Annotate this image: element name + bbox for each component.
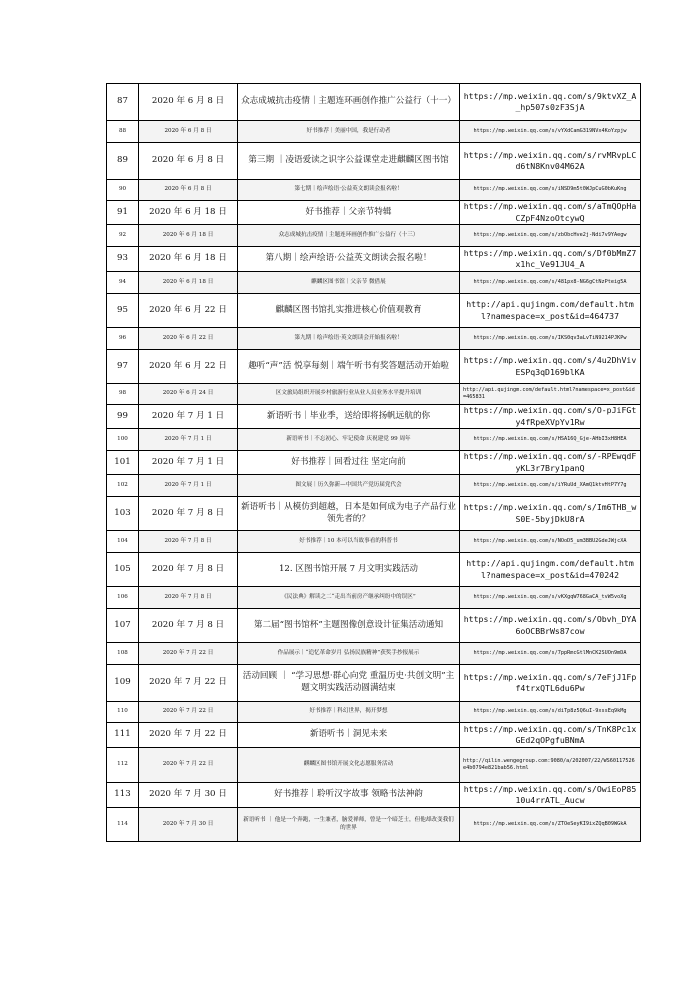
- table-row: [107, 609, 641, 643]
- table-row: [107, 748, 641, 783]
- table-body: [107, 84, 641, 842]
- row-title: 新语听书 ｜ 他是一个奔跑，一生兼者，脑爱禅师，曾是一个暗芝士，但他却改变我们的世界: [238, 808, 460, 842]
- table-row: [107, 350, 641, 384]
- row-title: 众志成城抗击疫情｜主题连环画创作推广公益行（十一）: [238, 84, 460, 121]
- row-url[interactable]: https://mp.weixin.qq.com/s/iNSD9m5t0WJpCuG0bKuKng: [460, 180, 641, 201]
- row-number: 88: [107, 121, 139, 143]
- row-url[interactable]: https://mp.weixin.qq.com/s/4u2DhVivESPq3qD169blKA: [460, 350, 641, 384]
- row-url[interactable]: https://mp.weixin.qq.com/s/OwiEoP8510u4rrATL_Aucw: [460, 783, 641, 808]
- row-date: 2020 年 7 月 22 日: [139, 748, 238, 783]
- row-date: 2020 年 6 月 22 日: [139, 350, 238, 384]
- row-date: 2020 年 7 月 8 日: [139, 609, 238, 643]
- table-row: [107, 180, 641, 201]
- table-row: [107, 294, 641, 328]
- row-url[interactable]: http://api.qujingm.com/default.html?namespace=x_post&id=465831: [460, 384, 641, 405]
- row-title: 好书推荐｜科幻世界，揭开梦想: [238, 702, 460, 723]
- row-url[interactable]: https://mp.weixin.qq.com/s/Im6THB_wS0E-5byjDkU8rA: [460, 497, 641, 531]
- table-row: [107, 587, 641, 609]
- table-row: [107, 121, 641, 143]
- row-title: 区文旅局组织开展乡村旅游行业从业人员业务水平提升培训: [238, 384, 460, 405]
- row-date: 2020 年 6 月 8 日: [139, 121, 238, 143]
- row-number: 91: [107, 201, 139, 225]
- row-url[interactable]: https://mp.weixin.qq.com/s/zbObcHve2j-Ndi7v9YAegw: [460, 225, 641, 247]
- row-title: 麒麟区图书馆扎实推进核心价值观教育: [238, 294, 460, 328]
- row-number: 112: [107, 748, 139, 783]
- table-row: [107, 702, 641, 723]
- table-row: [107, 143, 641, 180]
- table-row: [107, 384, 641, 405]
- table-row: [107, 328, 641, 350]
- row-title: 活动回顾 ｜ “学习思想·群心向党 重温历史·共创文明”主题文明实践活动圆满结束: [238, 665, 460, 702]
- row-url[interactable]: https://mp.weixin.qq.com/s/vKXgqW768GaCA_tvW5voXg: [460, 587, 641, 609]
- table-row: [107, 643, 641, 665]
- row-date: 2020 年 7 月 1 日: [139, 451, 238, 475]
- row-date: 2020 年 6 月 18 日: [139, 272, 238, 294]
- row-number: 104: [107, 531, 139, 553]
- row-number: 94: [107, 272, 139, 294]
- row-url[interactable]: https://mp.weixin.qq.com/s/rvMRvpLCd6tN8Knv04M62A: [460, 143, 641, 180]
- row-title: 12. 区图书馆开展 7 月文明实践活动: [238, 553, 460, 587]
- row-title: 好书推荐｜美丽中国，我是行动者: [238, 121, 460, 143]
- row-url[interactable]: http://api.qujingm.com/default.html?namespace=x_post&id=464737: [460, 294, 641, 328]
- row-url[interactable]: https://mp.weixin.qq.com/s/diTp8z5Q6uI-9xssEq9kMg: [460, 702, 641, 723]
- row-date: 2020 年 7 月 8 日: [139, 587, 238, 609]
- row-title: 第八期｜绘声绘语·公益英文朗读会报名啦！: [238, 247, 460, 272]
- row-number: 102: [107, 475, 139, 497]
- row-date: 2020 年 6 月 18 日: [139, 201, 238, 225]
- row-title: 《民法典》解读之二“走出当前房产继承纠纷中的误区”: [238, 587, 460, 609]
- row-url[interactable]: https://mp.weixin.qq.com/s/Df0bMmZ7x1hc_Ve91JU4_A: [460, 247, 641, 272]
- table-row: [107, 531, 641, 553]
- row-date: 2020 年 7 月 22 日: [139, 702, 238, 723]
- row-number: 90: [107, 180, 139, 201]
- row-date: 2020 年 7 月 22 日: [139, 643, 238, 665]
- row-title: 第二届“图书馆杯”主题图像创意设计征集活动通知: [238, 609, 460, 643]
- row-number: 95: [107, 294, 139, 328]
- row-number: 89: [107, 143, 139, 180]
- row-title: 第九期｜绘声绘语·英文朗读会开始报名啦！: [238, 328, 460, 350]
- row-date: 2020 年 7 月 1 日: [139, 475, 238, 497]
- row-number: 98: [107, 384, 139, 405]
- row-title: 新语听书｜毕业季，送给即将扬帆远航的你: [238, 405, 460, 429]
- table-row: [107, 405, 641, 429]
- table-row: [107, 429, 641, 451]
- row-number: 87: [107, 84, 139, 121]
- row-date: 2020 年 7 月 8 日: [139, 531, 238, 553]
- row-title: 麒麟区图书馆开展文化志愿服务活动: [238, 748, 460, 783]
- row-number: 93: [107, 247, 139, 272]
- row-url[interactable]: http://api.qujingm.com/default.html?namespace=x_post&id=470242: [460, 553, 641, 587]
- row-date: 2020 年 6 月 8 日: [139, 84, 238, 121]
- row-url[interactable]: https://mp.weixin.qq.com/s/iYRuUd_XAmQ1ktvHtP7Y7g: [460, 475, 641, 497]
- row-date: 2020 年 6 月 22 日: [139, 328, 238, 350]
- row-title: 第三期 ｜凌语爱读之识字公益课堂走进麒麟区图书馆: [238, 143, 460, 180]
- row-date: 2020 年 7 月 8 日: [139, 553, 238, 587]
- row-url[interactable]: https://mp.weixin.qq.com/s/O-pJiFGty4fRpeXVpYv1Rw: [460, 405, 641, 429]
- row-title: 好书推荐｜10 本可以当故事看的科普书: [238, 531, 460, 553]
- table-row: [107, 247, 641, 272]
- row-title: 第七期｜绘声绘语·公益英文朗读会报名啦！: [238, 180, 460, 201]
- row-date: 2020 年 7 月 22 日: [139, 723, 238, 748]
- row-number: 97: [107, 350, 139, 384]
- row-date: 2020 年 6 月 22 日: [139, 294, 238, 328]
- row-number: 105: [107, 553, 139, 587]
- row-url[interactable]: https://mp.weixin.qq.com/s/TnK8Pc1xGEd2qOPgfuBNmA: [460, 723, 641, 748]
- row-url[interactable]: https://mp.weixin.qq.com/s/-RPEwqdFyKL3r7Bry1panQ: [460, 451, 641, 475]
- row-number: 109: [107, 665, 139, 702]
- row-url[interactable]: https://mp.weixin.qq.com/s/Obvh_DYA6oOCBBrWs87cow: [460, 609, 641, 643]
- row-number: 114: [107, 808, 139, 842]
- row-url[interactable]: https://mp.weixin.qq.com/s/aTmQOpHaCZpF4NzoOtcywQ: [460, 201, 641, 225]
- row-url[interactable]: https://mp.weixin.qq.com/s/IKS0qv3aLvTiN9214PJKPw: [460, 328, 641, 350]
- articles-table: [106, 83, 641, 842]
- row-title: 众志成城抗击疫情｜主题连环画创作推广公益行（十三）: [238, 225, 460, 247]
- row-date: 2020 年 6 月 18 日: [139, 225, 238, 247]
- table-row: [107, 808, 641, 842]
- row-title: 新语听书｜洞见未来: [238, 723, 460, 748]
- table-row: [107, 225, 641, 247]
- row-url[interactable]: https://mp.weixin.qq.com/s/7ppRmcGtlMnCK2SUOn9mDA: [460, 643, 641, 665]
- row-url[interactable]: https://mp.weixin.qq.com/s/481px8-NG6gCtNzPteig5A: [460, 272, 641, 294]
- table-row: [107, 475, 641, 497]
- row-number: 106: [107, 587, 139, 609]
- row-title: 图文展｜历久弥新—中国共产党历届党代会: [238, 475, 460, 497]
- row-number: 92: [107, 225, 139, 247]
- table-row: [107, 723, 641, 748]
- table-row: [107, 451, 641, 475]
- row-date: 2020 年 6 月 8 日: [139, 180, 238, 201]
- table-row: [107, 783, 641, 808]
- row-title: 好书推荐｜聆听汉字故事 领略书法神韵: [238, 783, 460, 808]
- row-number: 96: [107, 328, 139, 350]
- table-row: [107, 272, 641, 294]
- table-row: [107, 553, 641, 587]
- row-number: 113: [107, 783, 139, 808]
- row-title: 新语听书｜从模仿到超越，日本是如何成为电子产品行业领先者的？: [238, 497, 460, 531]
- row-date: 2020 年 7 月 1 日: [139, 405, 238, 429]
- row-title: 作品展示｜“追忆革命岁月 弘扬民族精神”获奖手抄报展示: [238, 643, 460, 665]
- row-number: 103: [107, 497, 139, 531]
- row-number: 100: [107, 429, 139, 451]
- row-title: 麒麟区图书馆｜父亲节 微借展: [238, 272, 460, 294]
- row-date: 2020 年 6 月 24 日: [139, 384, 238, 405]
- row-url[interactable]: https://mp.weixin.qq.com/s/HSA16Q_Gje-AHbI3xH8HEA: [460, 429, 641, 451]
- row-number: 111: [107, 723, 139, 748]
- table-row: [107, 497, 641, 531]
- row-date: 2020 年 7 月 1 日: [139, 429, 238, 451]
- table-row: [107, 665, 641, 702]
- row-url[interactable]: http://qilin.wengegroup.com:9080/a/202007/22/WS60117526e4b0794e821bab56.html: [460, 748, 641, 783]
- row-title: 趣听“声”活 悦享每刻｜端午听书有奖答题活动开始啦: [238, 350, 460, 384]
- row-number: 108: [107, 643, 139, 665]
- row-number: 99: [107, 405, 139, 429]
- table-row: [107, 201, 641, 225]
- row-url[interactable]: https://mp.weixin.qq.com/s/NOoD5_um3BBU2GdeJWjcXA: [460, 531, 641, 553]
- row-date: 2020 年 7 月 22 日: [139, 665, 238, 702]
- row-url[interactable]: https://mp.weixin.qq.com/s/ZTOeSeyKI9ixZQqB09WGkA: [460, 808, 641, 842]
- table-row: [107, 84, 641, 121]
- row-title: 好书推荐｜回看过往 坚定向前: [238, 451, 460, 475]
- row-date: 2020 年 7 月 8 日: [139, 497, 238, 531]
- row-url[interactable]: https://mp.weixin.qq.com/s/9ktvXZ_A_hp507s0zF3SjA: [460, 84, 641, 121]
- row-date: 2020 年 6 月 18 日: [139, 247, 238, 272]
- row-date: 2020 年 7 月 30 日: [139, 783, 238, 808]
- row-number: 101: [107, 451, 139, 475]
- row-title: 好书推荐｜父亲节特辑: [238, 201, 460, 225]
- row-number: 110: [107, 702, 139, 723]
- row-number: 107: [107, 609, 139, 643]
- row-date: 2020 年 7 月 30 日: [139, 808, 238, 842]
- row-title: 新语听书｜不忘初心、牢记使命 庆祝建党 99 周年: [238, 429, 460, 451]
- row-url[interactable]: https://mp.weixin.qq.com/s/vYXdCamG319NVx4KoYzpjw: [460, 121, 641, 143]
- row-date: 2020 年 6 月 8 日: [139, 143, 238, 180]
- row-url[interactable]: https://mp.weixin.qq.com/s/7eFjJ1Fpf4trxQTL6du6Pw: [460, 665, 641, 702]
